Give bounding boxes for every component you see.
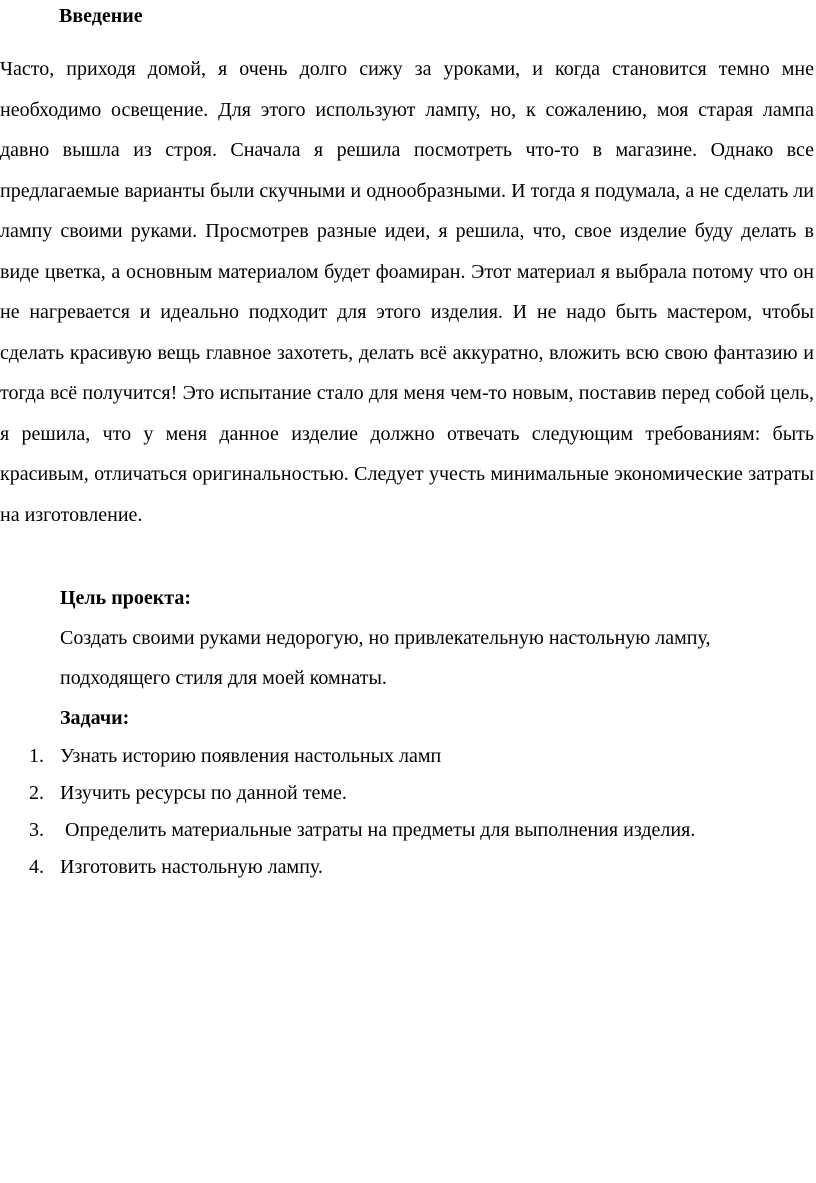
tasks-label: Задачи: [60, 707, 130, 729]
section-heading-introduction: Введение [59, 5, 143, 27]
task-number: 1. [29, 745, 44, 767]
task-text: Изготовить настольную лампу. [60, 856, 323, 878]
intro-paragraph: Часто, приходя домой, я очень долго сижу за уроками, и когда становится темно мне необходимо освещение. Для этого используют лампу, но, к сожалению, моя старая лампа давно вышла из строя. Сначала я решила посмотреть что-то в магазине. Однако все предлагаемые варианты были скучными и однообразными. И тогда я подумала, а не сделать ли лампу своими руками. Просмотрев разные идеи, я решила, что, свое изделие буду делать в виде цветка, а основным материалом будет фоамиран. Этот материал я выбрала потому что он не нагревается и идеально подходит для этого изделия. И не надо быть мастером, чтобы сделать красивую вещь главное захотеть, делать всё аккуратно, вложить всю свою фантазию и тогда всё получится! Это испытание стало для меня чем-то новым, поставив перед собой цель, я решила, что у меня данное изделие должно отвечать следующим требованиям: быть красивым, отличаться оригинальностью. Следует учесть минимальные экономические затраты на изготовление. [0, 58, 814, 526]
goal-text: Создать своими руками недорогую, но привлекательную настольную лампу, подходящего стиля для моей комнаты. [60, 627, 711, 689]
task-text: Изучить ресурсы по данной теме. [60, 782, 347, 804]
task-number: 4. [29, 856, 44, 878]
task-number: 2. [29, 782, 44, 804]
task-text: Узнать историю появления настольных ламп [60, 745, 442, 767]
task-item [0, 812, 816, 849]
task-text: Определить материальные затраты на предметы для выполнения изделия. [65, 819, 696, 841]
tasks-list [0, 738, 816, 886]
goal-label: Цель проекта: [60, 587, 192, 609]
task-item [0, 849, 816, 886]
task-item [0, 738, 816, 775]
task-number: 3. [29, 819, 44, 841]
task-item [0, 775, 816, 812]
